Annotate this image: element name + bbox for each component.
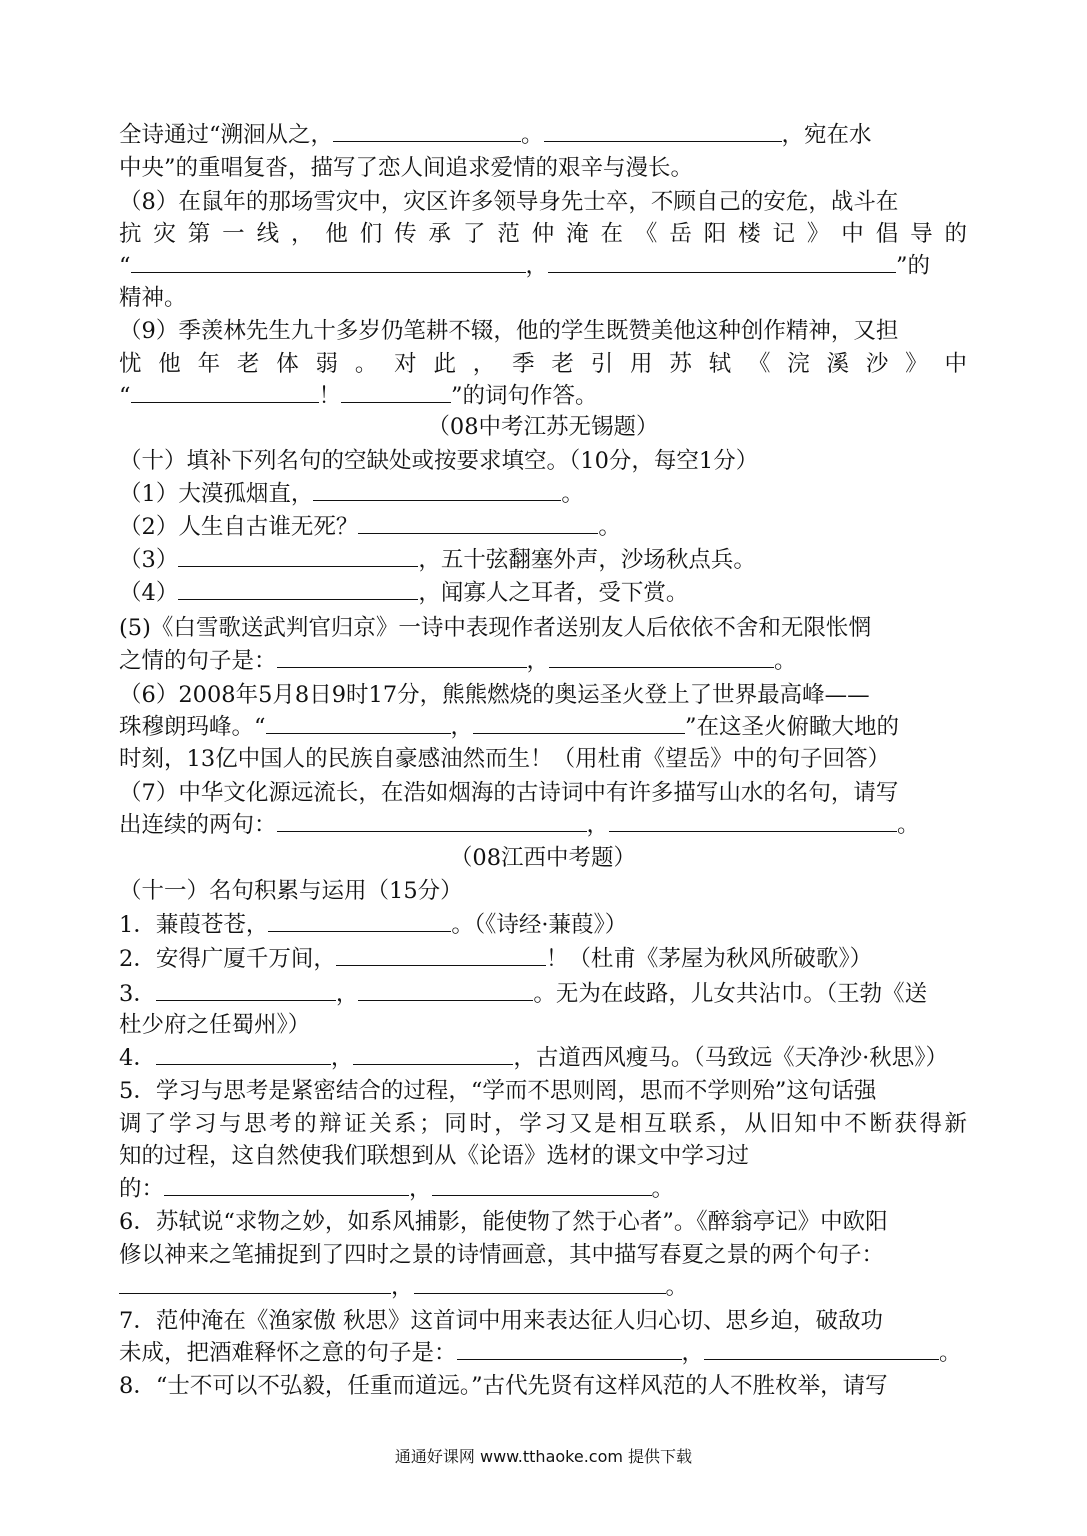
text-line: 调了学习与思考的辩证关系；同时，学习又是相互联系，从旧知中不断获得新	[119, 1111, 967, 1137]
answer-blank[interactable]	[358, 980, 533, 1001]
text-line: 修以神来之笔捕捉到了四时之景的诗情画意，其中描写春夏之景的两个句子：	[119, 1242, 885, 1268]
text-line: 6．苏轼说“求物之妙，如系风捕影，能使物了然于心者”。《醉翁亭记》中欧阳	[119, 1209, 888, 1235]
text-line: 珠穆朗玛峰。“ ， ”在这圣火俯瞰大地的	[119, 714, 900, 740]
answer-blank[interactable]	[549, 647, 774, 668]
text-line: “ ， ”的	[119, 253, 931, 279]
text-line: 8．“士不可以不弘毅，任重而道远。”古代先贤有这样风范的人不胜枚举，请写	[119, 1373, 888, 1399]
answer-blank[interactable]	[178, 546, 418, 567]
text-line: （6）2008年5月8日9时17分，熊熊燃烧的奥运圣火登上了世界最高峰——	[119, 682, 870, 708]
text-line: “ ！ ”的词句作答。	[119, 383, 598, 409]
text-line: 4． ， ，古道西风瘦马。（马致远《天净沙·秋思》）	[119, 1045, 948, 1071]
text-line: 3． ， 。无为在歧路，儿女共沾巾。（王勃《送	[119, 981, 928, 1007]
answer-blank[interactable]	[131, 382, 319, 403]
answer-blank[interactable]	[353, 1044, 513, 1065]
answer-blank[interactable]	[313, 480, 561, 501]
answer-blank[interactable]	[341, 382, 451, 403]
answer-blank[interactable]	[704, 1339, 939, 1360]
text-line: 未成，把酒难释怀之意的句子是： ， 。	[119, 1340, 962, 1366]
text-line: （十一）名句积累与运用（15分）	[119, 878, 463, 904]
text-line: 7．范仲淹在《渔家傲 秋思》这首词中用来表达征人归心切、思乡迫，破敌功	[119, 1308, 883, 1334]
text-line: 精神。	[119, 285, 187, 311]
footer-text: 通通好课网 www.tthaoke.com 提供下载	[394, 1447, 693, 1466]
text-line: 知的过程，这自然使我们联想到从《论语》选材的课文中学习过	[119, 1143, 750, 1169]
answer-blank[interactable]	[164, 1175, 409, 1196]
answer-blank[interactable]	[548, 252, 896, 273]
answer-blank[interactable]	[178, 579, 418, 600]
answer-blank[interactable]	[268, 911, 451, 932]
answer-blank[interactable]	[457, 1339, 682, 1360]
answer-blank[interactable]	[156, 1044, 331, 1065]
answer-blank[interactable]	[333, 121, 521, 142]
text-line: （4） ，闻寡人之耳者，受下赏。	[119, 580, 689, 606]
text-line: 2．安得广厦千万间， ！（杜甫《茅屋为秋风所破歌》）	[119, 946, 873, 972]
text-line: 之情的句子是： ， 。	[119, 648, 797, 674]
text-line: 全诗通过“溯洄从之， 。 ，宛在水	[119, 122, 872, 148]
text-line: (5)《白雪歌送武判官归京》一诗中表现作者送别友人后依依不舍和无限怅惘	[119, 615, 871, 641]
answer-blank[interactable]	[414, 1273, 666, 1294]
answer-blank[interactable]	[609, 811, 897, 832]
text-line: （9）季羡林先生九十多岁仍笔耕不辍，他的学生既赞美他这种创作精神，又担	[119, 318, 899, 344]
answer-blank[interactable]	[336, 945, 546, 966]
answer-blank[interactable]	[266, 713, 451, 734]
text-line: （08中考江苏无锡题）	[427, 414, 659, 440]
text-line: （3） ，五十弦翻塞外声，沙场秋点兵。	[119, 547, 756, 573]
text-line: 杜少府之任蜀州》）	[119, 1012, 311, 1038]
answer-blank[interactable]	[544, 121, 782, 142]
text-line: （7）中华文化源远流长，在浩如烟海的古诗词中有许多描写山水的名句，请写	[119, 780, 899, 806]
text-line: ， 。	[119, 1272, 967, 1302]
answer-blank[interactable]	[358, 513, 598, 534]
text-line: 忧他年老体弱。对此，季老引用苏轼《浣溪沙》中	[119, 351, 967, 377]
text-line: 中央”的重唱复沓，描写了恋人间追求爱情的艰辛与漫长。	[119, 155, 694, 181]
answer-blank[interactable]	[277, 647, 527, 668]
text-line: 1．蒹葭苍苍， 。（《诗经·蒹葭》）	[119, 912, 628, 938]
text-line: 5．学习与思考是紧密结合的过程，“学而不思则罔，思而不学则殆”这句话强	[119, 1078, 877, 1104]
text-line: （8）在鼠年的那场雪灾中，灾区许多领导身先士卒，不顾自己的安危，战斗在	[119, 189, 899, 215]
text-line: 出连续的两句： ， 。	[119, 812, 920, 838]
answer-blank[interactable]	[119, 1273, 391, 1294]
text-line: 抗灾第一线，他们传承了范仲淹在《岳阳楼记》中倡导的	[119, 221, 967, 247]
text-line: （08江西中考题）	[449, 845, 637, 871]
answer-blank[interactable]	[156, 980, 336, 1001]
text-line: （十）填补下列名句的空缺处或按要求填空。（10分，每空1分）	[119, 448, 759, 474]
answer-blank[interactable]	[131, 252, 526, 273]
text-line: 时刻，13亿中国人的民族自豪感油然而生！（用杜甫《望岳》中的句子回答）	[119, 746, 891, 772]
answer-blank[interactable]	[432, 1175, 652, 1196]
text-line: （1）大漠孤烟直， 。	[119, 481, 584, 507]
text-line: 的： ， 。	[119, 1176, 675, 1202]
answer-blank[interactable]	[473, 713, 685, 734]
answer-blank[interactable]	[277, 811, 587, 832]
text-line: （2）人生自古谁无死？ 。	[119, 514, 621, 540]
